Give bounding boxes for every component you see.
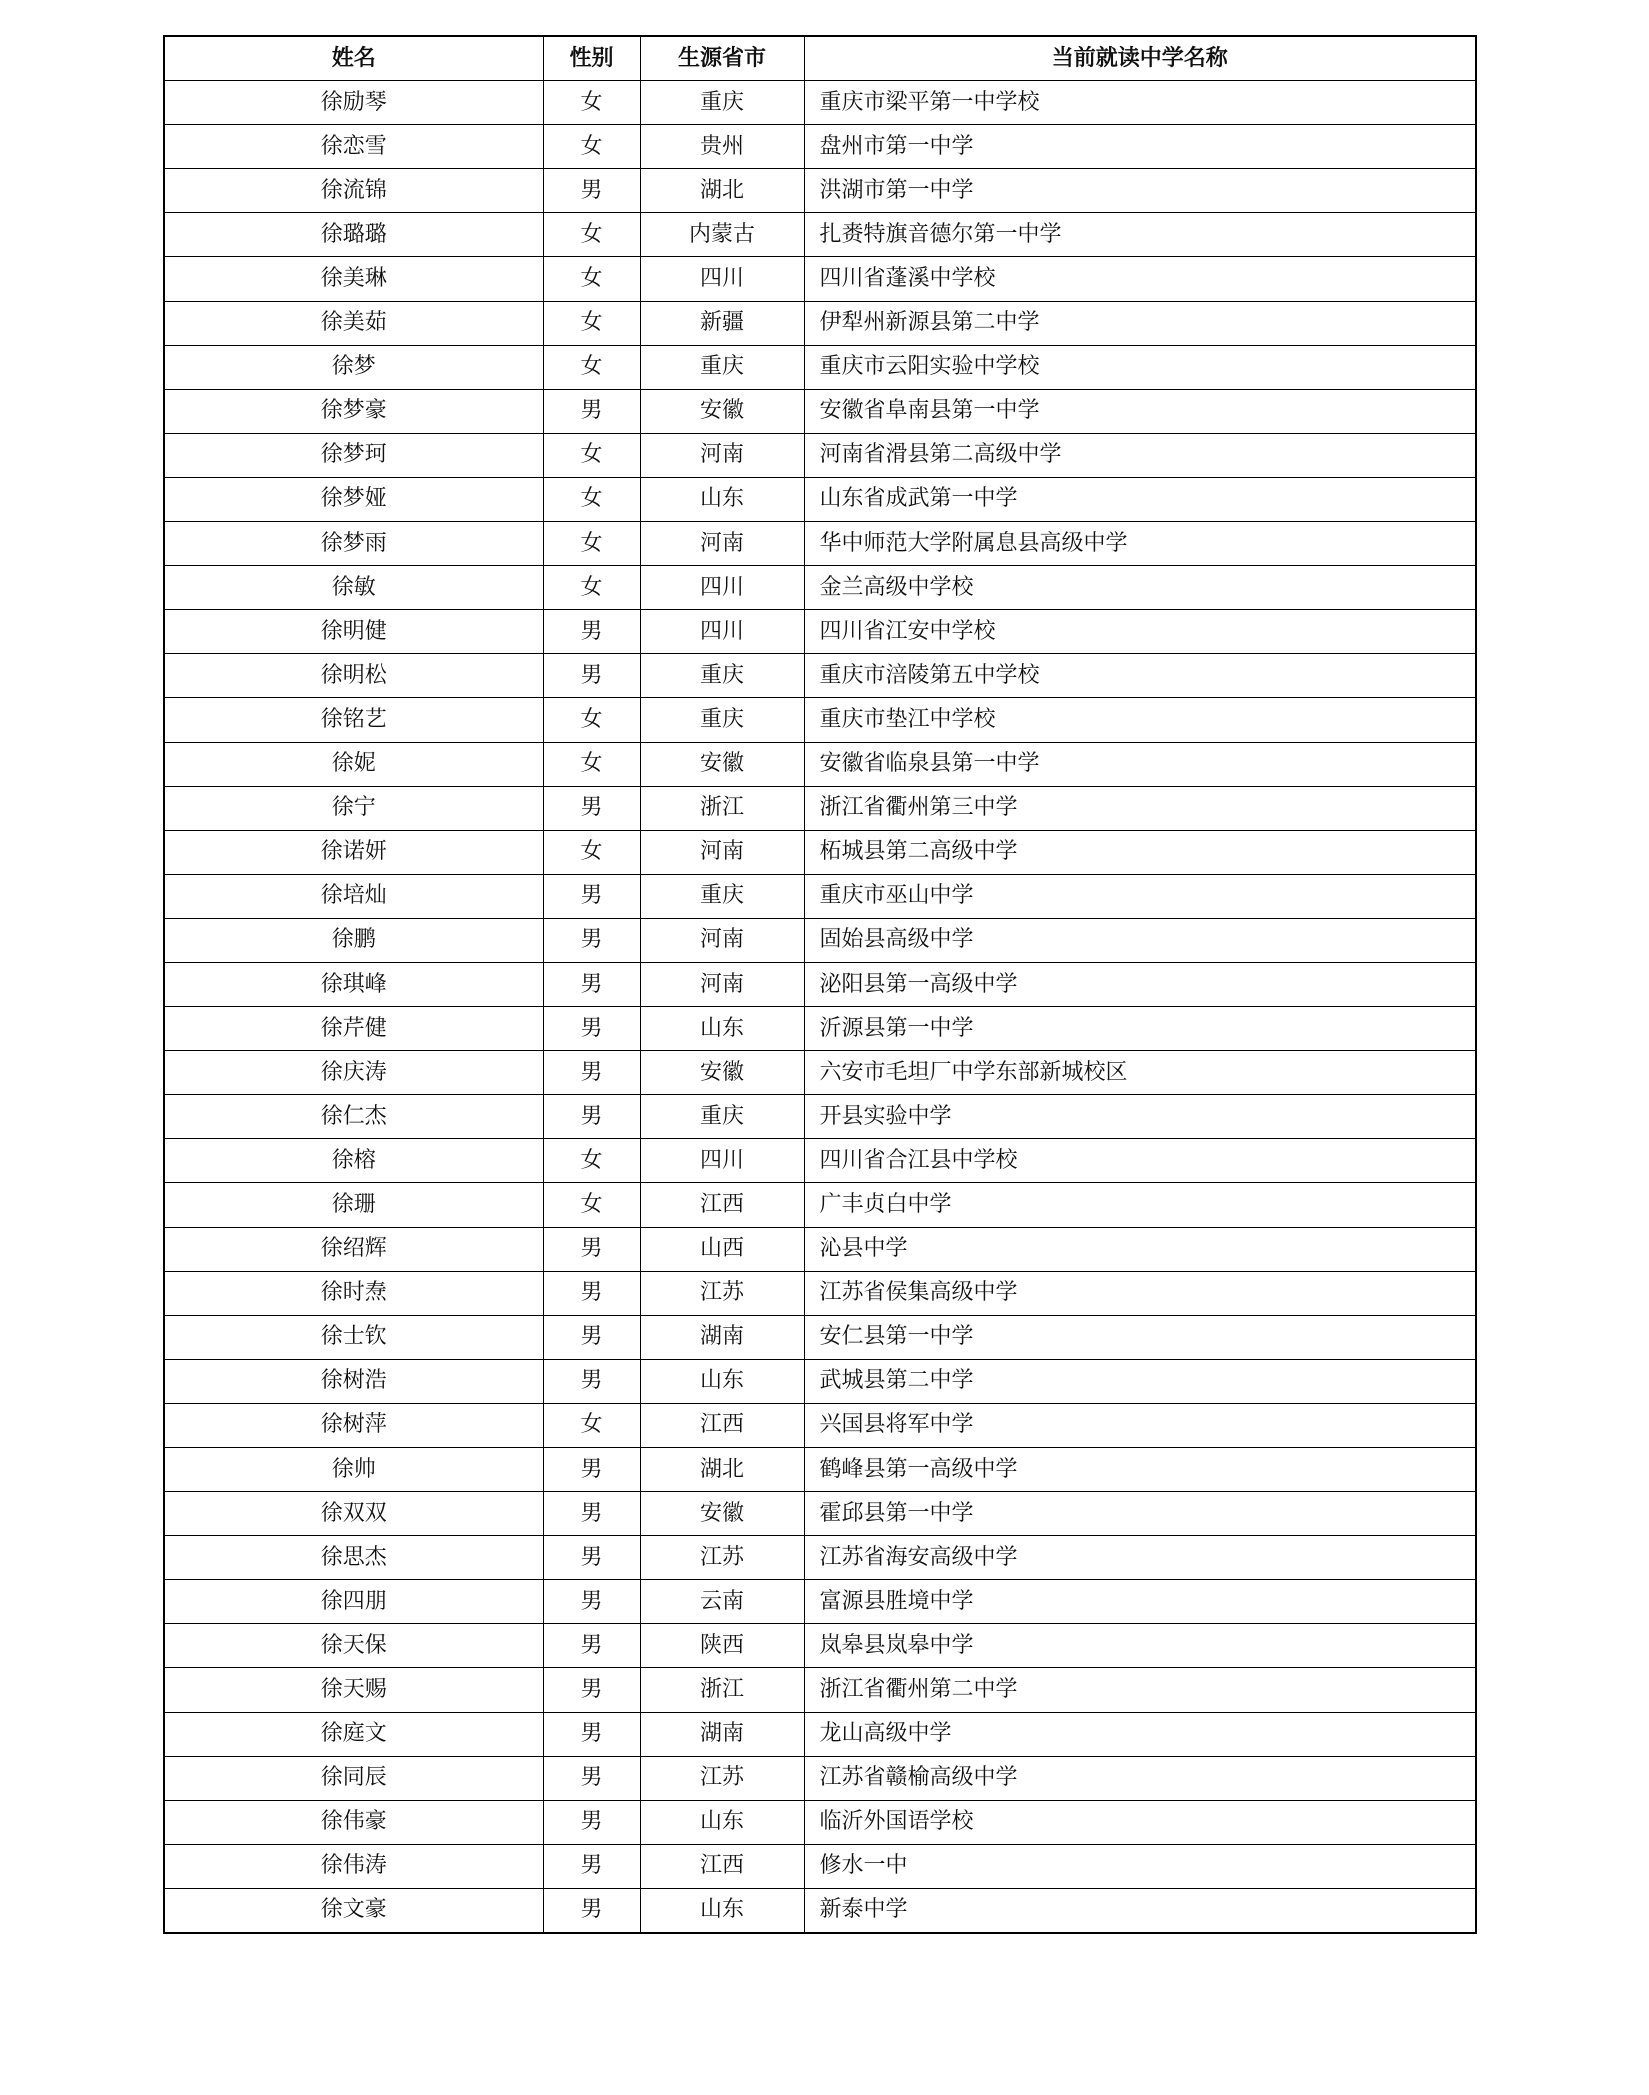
cell-gender: 女 xyxy=(543,301,640,345)
cell-name: 徐文豪 xyxy=(164,1888,543,1933)
cell-province: 浙江 xyxy=(640,786,804,830)
cell-province: 山东 xyxy=(640,1888,804,1933)
cell-name: 徐天赐 xyxy=(164,1668,543,1712)
table-row xyxy=(164,1271,1476,1315)
cell-province: 安徽 xyxy=(640,389,804,433)
cell-school: 洪湖市第一中学 xyxy=(804,169,1476,213)
cell-gender: 女 xyxy=(543,433,640,477)
table-row xyxy=(164,962,1476,1006)
cell-province: 河南 xyxy=(640,522,804,566)
table-row xyxy=(164,1403,1476,1447)
cell-name: 徐榕 xyxy=(164,1139,543,1183)
cell-name: 徐珊 xyxy=(164,1183,543,1227)
cell-gender: 男 xyxy=(543,169,640,213)
cell-gender: 男 xyxy=(543,1359,640,1403)
cell-gender: 男 xyxy=(543,874,640,918)
cell-gender: 男 xyxy=(543,654,640,698)
cell-province: 重庆 xyxy=(640,81,804,125)
table-row xyxy=(164,389,1476,433)
cell-school: 重庆市巫山中学 xyxy=(804,874,1476,918)
cell-school: 浙江省衢州第三中学 xyxy=(804,786,1476,830)
cell-province: 湖南 xyxy=(640,1315,804,1359)
student-table xyxy=(163,35,1477,1934)
cell-province: 山东 xyxy=(640,1359,804,1403)
cell-name: 徐树浩 xyxy=(164,1359,543,1403)
cell-school: 沂源县第一中学 xyxy=(804,1007,1476,1051)
cell-gender: 男 xyxy=(543,1712,640,1756)
cell-name: 徐芹健 xyxy=(164,1007,543,1051)
table-row xyxy=(164,477,1476,521)
cell-school: 龙山高级中学 xyxy=(804,1712,1476,1756)
cell-school: 河南省滑县第二高级中学 xyxy=(804,433,1476,477)
table-row xyxy=(164,1580,1476,1624)
cell-name: 徐恋雪 xyxy=(164,125,543,169)
cell-province: 山东 xyxy=(640,1007,804,1051)
cell-school: 四川省蓬溪中学校 xyxy=(804,257,1476,301)
table-row xyxy=(164,566,1476,610)
cell-name: 徐庭文 xyxy=(164,1712,543,1756)
cell-gender: 男 xyxy=(543,1624,640,1668)
table-row xyxy=(164,830,1476,874)
table-row xyxy=(164,1183,1476,1227)
cell-gender: 女 xyxy=(543,830,640,874)
cell-name: 徐梦 xyxy=(164,345,543,389)
cell-name: 徐士钦 xyxy=(164,1315,543,1359)
table-row xyxy=(164,1007,1476,1051)
cell-school: 岚皋县岚皋中学 xyxy=(804,1624,1476,1668)
table-row xyxy=(164,1139,1476,1183)
table-row xyxy=(164,918,1476,962)
cell-province: 山西 xyxy=(640,1227,804,1271)
cell-province: 重庆 xyxy=(640,874,804,918)
header-school: 当前就读中学名称 xyxy=(804,36,1476,81)
cell-gender: 男 xyxy=(543,1227,640,1271)
cell-gender: 女 xyxy=(543,257,640,301)
cell-province: 安徽 xyxy=(640,742,804,786)
table-row xyxy=(164,1800,1476,1844)
cell-gender: 男 xyxy=(543,1668,640,1712)
cell-gender: 男 xyxy=(543,610,640,654)
cell-gender: 男 xyxy=(543,1007,640,1051)
cell-name: 徐敏 xyxy=(164,566,543,610)
cell-gender: 女 xyxy=(543,213,640,257)
cell-province: 重庆 xyxy=(640,654,804,698)
cell-gender: 女 xyxy=(543,698,640,742)
cell-province: 四川 xyxy=(640,1139,804,1183)
cell-school: 伊犁州新源县第二中学 xyxy=(804,301,1476,345)
table-row xyxy=(164,1359,1476,1403)
cell-gender: 男 xyxy=(543,1580,640,1624)
cell-province: 江苏 xyxy=(640,1536,804,1580)
cell-name: 徐思杰 xyxy=(164,1536,543,1580)
table-row xyxy=(164,1315,1476,1359)
table-row xyxy=(164,81,1476,125)
cell-gender: 女 xyxy=(543,477,640,521)
cell-name: 徐仁杰 xyxy=(164,1095,543,1139)
cell-province: 河南 xyxy=(640,962,804,1006)
cell-name: 徐帅 xyxy=(164,1448,543,1492)
table-row xyxy=(164,1668,1476,1712)
cell-school: 四川省合江县中学校 xyxy=(804,1139,1476,1183)
cell-name: 徐璐璐 xyxy=(164,213,543,257)
cell-province: 内蒙古 xyxy=(640,213,804,257)
cell-name: 徐梦豪 xyxy=(164,389,543,433)
cell-province: 重庆 xyxy=(640,698,804,742)
table-row xyxy=(164,1448,1476,1492)
cell-province: 江苏 xyxy=(640,1271,804,1315)
cell-name: 徐琪峰 xyxy=(164,962,543,1006)
cell-province: 湖北 xyxy=(640,169,804,213)
cell-name: 徐宁 xyxy=(164,786,543,830)
cell-province: 江苏 xyxy=(640,1756,804,1800)
cell-name: 徐绍辉 xyxy=(164,1227,543,1271)
table-row xyxy=(164,1536,1476,1580)
cell-gender: 男 xyxy=(543,1888,640,1933)
cell-name: 徐四朋 xyxy=(164,1580,543,1624)
table-row xyxy=(164,522,1476,566)
cell-province: 浙江 xyxy=(640,1668,804,1712)
cell-name: 徐梦珂 xyxy=(164,433,543,477)
cell-gender: 男 xyxy=(543,1271,640,1315)
cell-province: 安徽 xyxy=(640,1051,804,1095)
cell-school: 重庆市垫江中学校 xyxy=(804,698,1476,742)
table-row xyxy=(164,1844,1476,1888)
cell-gender: 男 xyxy=(543,962,640,1006)
cell-province: 贵州 xyxy=(640,125,804,169)
cell-school: 重庆市涪陵第五中学校 xyxy=(804,654,1476,698)
table-row xyxy=(164,433,1476,477)
table-row xyxy=(164,1051,1476,1095)
cell-school: 柘城县第二高级中学 xyxy=(804,830,1476,874)
cell-school: 武城县第二中学 xyxy=(804,1359,1476,1403)
cell-school: 安仁县第一中学 xyxy=(804,1315,1476,1359)
cell-school: 广丰贞白中学 xyxy=(804,1183,1476,1227)
cell-province: 安徽 xyxy=(640,1492,804,1536)
cell-school: 修水一中 xyxy=(804,1844,1476,1888)
cell-school: 霍邱县第一中学 xyxy=(804,1492,1476,1536)
cell-gender: 男 xyxy=(543,1844,640,1888)
cell-name: 徐庆涛 xyxy=(164,1051,543,1095)
cell-gender: 女 xyxy=(543,742,640,786)
table-row xyxy=(164,874,1476,918)
table-row xyxy=(164,786,1476,830)
header-row xyxy=(164,36,1476,81)
cell-gender: 男 xyxy=(543,389,640,433)
table-row xyxy=(164,1888,1476,1933)
cell-name: 徐励琴 xyxy=(164,81,543,125)
cell-school: 山东省成武第一中学 xyxy=(804,477,1476,521)
header-name: 姓名 xyxy=(164,36,543,81)
cell-province: 四川 xyxy=(640,566,804,610)
table-row xyxy=(164,1624,1476,1668)
cell-province: 陕西 xyxy=(640,1624,804,1668)
cell-name: 徐培灿 xyxy=(164,874,543,918)
cell-gender: 男 xyxy=(543,1492,640,1536)
cell-gender: 女 xyxy=(543,566,640,610)
cell-province: 湖南 xyxy=(640,1712,804,1756)
cell-gender: 男 xyxy=(543,1448,640,1492)
cell-school: 泌阳县第一高级中学 xyxy=(804,962,1476,1006)
cell-school: 重庆市梁平第一中学校 xyxy=(804,81,1476,125)
cell-province: 四川 xyxy=(640,610,804,654)
table-row xyxy=(164,345,1476,389)
cell-name: 徐明松 xyxy=(164,654,543,698)
cell-gender: 女 xyxy=(543,1183,640,1227)
cell-school: 华中师范大学附属息县高级中学 xyxy=(804,522,1476,566)
cell-name: 徐美茹 xyxy=(164,301,543,345)
cell-school: 固始县高级中学 xyxy=(804,918,1476,962)
cell-name: 徐鹏 xyxy=(164,918,543,962)
cell-school: 重庆市云阳实验中学校 xyxy=(804,345,1476,389)
table-row xyxy=(164,125,1476,169)
table-row xyxy=(164,1756,1476,1800)
table-row xyxy=(164,1492,1476,1536)
cell-name: 徐妮 xyxy=(164,742,543,786)
cell-gender: 男 xyxy=(543,1536,640,1580)
cell-school: 四川省江安中学校 xyxy=(804,610,1476,654)
cell-gender: 男 xyxy=(543,786,640,830)
table-row xyxy=(164,1712,1476,1756)
cell-gender: 女 xyxy=(543,345,640,389)
cell-province: 山东 xyxy=(640,477,804,521)
table-row xyxy=(164,301,1476,345)
cell-name: 徐流锦 xyxy=(164,169,543,213)
cell-school: 江苏省侯集高级中学 xyxy=(804,1271,1476,1315)
cell-name: 徐伟涛 xyxy=(164,1844,543,1888)
cell-gender: 男 xyxy=(543,1756,640,1800)
cell-name: 徐铭艺 xyxy=(164,698,543,742)
cell-school: 金兰高级中学校 xyxy=(804,566,1476,610)
header-gender: 性别 xyxy=(543,36,640,81)
cell-province: 山东 xyxy=(640,1800,804,1844)
table-row xyxy=(164,257,1476,301)
cell-name: 徐双双 xyxy=(164,1492,543,1536)
cell-gender: 女 xyxy=(543,1403,640,1447)
cell-school: 兴国县将军中学 xyxy=(804,1403,1476,1447)
cell-school: 浙江省衢州第二中学 xyxy=(804,1668,1476,1712)
cell-province: 湖北 xyxy=(640,1448,804,1492)
cell-name: 徐诺妍 xyxy=(164,830,543,874)
cell-province: 四川 xyxy=(640,257,804,301)
table-row xyxy=(164,213,1476,257)
cell-province: 新疆 xyxy=(640,301,804,345)
cell-province: 江西 xyxy=(640,1183,804,1227)
cell-province: 江西 xyxy=(640,1844,804,1888)
cell-gender: 女 xyxy=(543,81,640,125)
cell-name: 徐伟豪 xyxy=(164,1800,543,1844)
cell-gender: 男 xyxy=(543,918,640,962)
table-header xyxy=(164,36,1476,81)
table-row xyxy=(164,610,1476,654)
cell-province: 江西 xyxy=(640,1403,804,1447)
cell-name: 徐美琳 xyxy=(164,257,543,301)
cell-province: 重庆 xyxy=(640,345,804,389)
cell-gender: 女 xyxy=(543,522,640,566)
cell-name: 徐同辰 xyxy=(164,1756,543,1800)
table-row xyxy=(164,654,1476,698)
header-province: 生源省市 xyxy=(640,36,804,81)
cell-school: 新泰中学 xyxy=(804,1888,1476,1933)
cell-school: 鹤峰县第一高级中学 xyxy=(804,1448,1476,1492)
cell-name: 徐明健 xyxy=(164,610,543,654)
cell-gender: 男 xyxy=(543,1800,640,1844)
cell-school: 开县实验中学 xyxy=(804,1095,1476,1139)
cell-gender: 女 xyxy=(543,125,640,169)
cell-school: 安徽省阜南县第一中学 xyxy=(804,389,1476,433)
cell-school: 临沂外国语学校 xyxy=(804,1800,1476,1844)
cell-name: 徐时焘 xyxy=(164,1271,543,1315)
cell-name: 徐梦娅 xyxy=(164,477,543,521)
cell-school: 江苏省海安高级中学 xyxy=(804,1536,1476,1580)
table-body xyxy=(164,81,1476,1933)
cell-province: 河南 xyxy=(640,918,804,962)
cell-name: 徐梦雨 xyxy=(164,522,543,566)
cell-school: 扎赉特旗音德尔第一中学 xyxy=(804,213,1476,257)
cell-province: 云南 xyxy=(640,1580,804,1624)
cell-province: 河南 xyxy=(640,830,804,874)
table-row xyxy=(164,698,1476,742)
cell-name: 徐天保 xyxy=(164,1624,543,1668)
table-row xyxy=(164,742,1476,786)
cell-school: 六安市毛坦厂中学东部新城校区 xyxy=(804,1051,1476,1095)
cell-school: 安徽省临泉县第一中学 xyxy=(804,742,1476,786)
cell-gender: 男 xyxy=(543,1051,640,1095)
cell-name: 徐树萍 xyxy=(164,1403,543,1447)
cell-gender: 男 xyxy=(543,1095,640,1139)
cell-school: 沁县中学 xyxy=(804,1227,1476,1271)
cell-school: 盘州市第一中学 xyxy=(804,125,1476,169)
cell-school: 富源县胜境中学 xyxy=(804,1580,1476,1624)
cell-province: 重庆 xyxy=(640,1095,804,1139)
table-row xyxy=(164,169,1476,213)
table-row xyxy=(164,1227,1476,1271)
cell-gender: 女 xyxy=(543,1139,640,1183)
cell-school: 江苏省赣榆高级中学 xyxy=(804,1756,1476,1800)
table-row xyxy=(164,1095,1476,1139)
cell-gender: 男 xyxy=(543,1315,640,1359)
cell-province: 河南 xyxy=(640,433,804,477)
